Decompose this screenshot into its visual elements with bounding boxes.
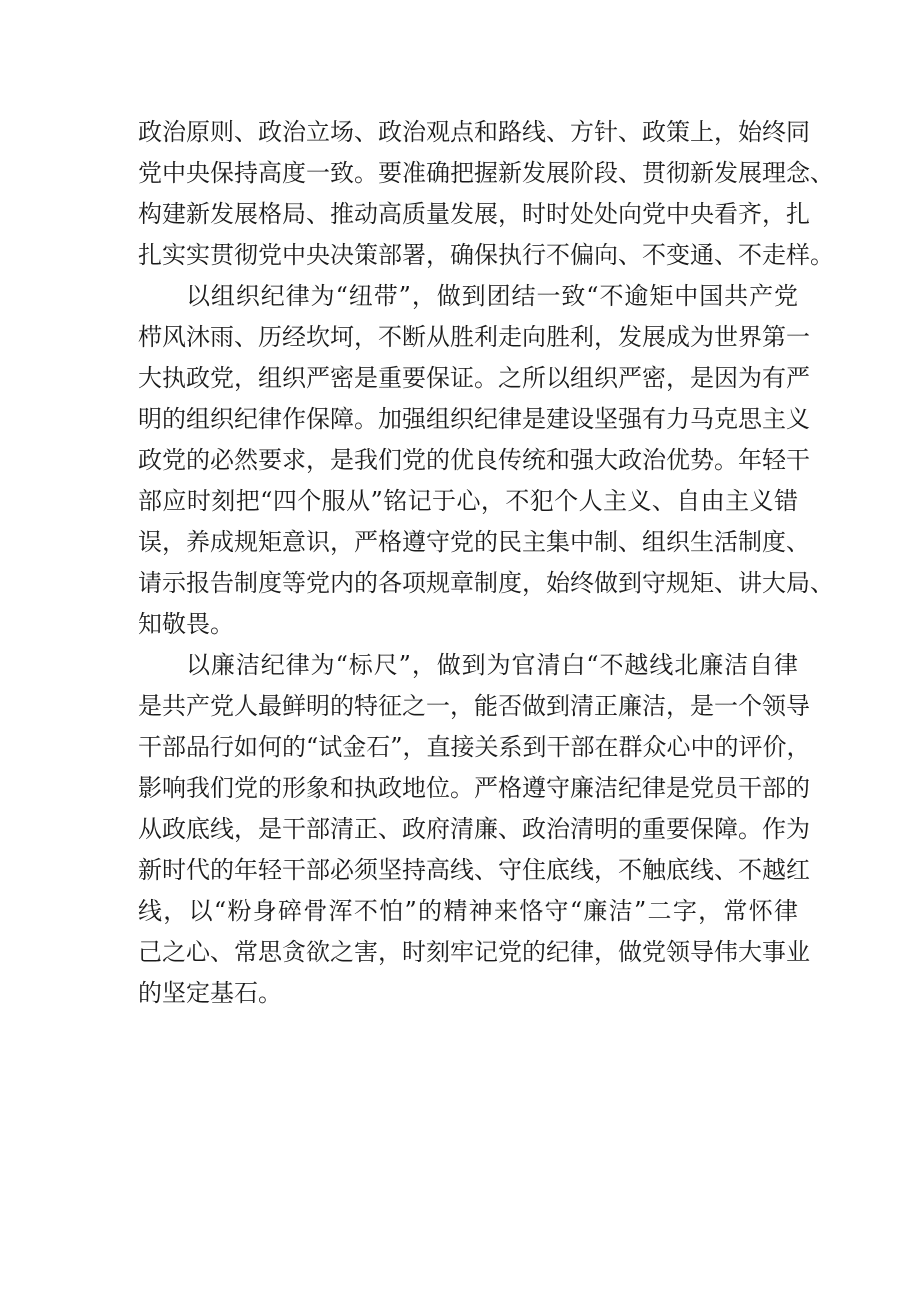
document-body <box>138 118 834 1022</box>
paragraph-2 <box>138 282 834 638</box>
text-line: 知敬畏。 <box>138 610 234 638</box>
text-line: 政治原则、政治立场、政治观点和路线、方针、政策上，始终同 <box>138 118 810 146</box>
text-line: 以组织纪律为“纽带”，做到团结一致“不逾矩中国共产党 <box>186 282 798 310</box>
text-line: 的坚定基石。 <box>138 979 282 1007</box>
text-line: 党中央保持高度一致。要准确把握新发展阶段、贯彻新发展理念、 <box>138 159 834 187</box>
text-line: 误，养成规矩意识，严格遵守党的民主集中制、组织生活制度、 <box>138 528 810 556</box>
text-line: 扎实实贯彻党中央决策部署，确保执行不偏向、不变通、不走样。 <box>138 241 834 269</box>
paragraph-1 <box>138 118 834 269</box>
text-line: 以廉洁纪律为“标尺”，做到为官清白“不越线北廉洁自律 <box>186 651 798 679</box>
text-line: 是共产党人最鲜明的特征之一，能否做到清正廉洁，是一个领导 <box>138 692 810 720</box>
text-line: 请示报告制度等党内的各项规章制度，始终做到守规矩、讲大局、 <box>138 569 834 597</box>
text-line: 部应时刻把“四个服从”铭记于心，不犯个人主义、自由主义错 <box>138 487 798 515</box>
text-line: 线，以“粉身碎骨浑不怕”的精神来恪守“廉洁”二字，常怀律 <box>138 897 798 925</box>
text-line: 政党的必然要求，是我们党的优良传统和强大政治优势。年轻干 <box>138 446 810 474</box>
text-line: 己之心、常思贪欲之害，时刻牢记党的纪律，做党领导伟大事业 <box>138 938 810 966</box>
paragraph-3 <box>138 651 811 1007</box>
text-line: 干部品行如何的“试金石”，直接关系到干部在群众心中的评价， <box>138 733 811 761</box>
text-line: 构建新发展格局、推动高质量发展，时时处处向党中央看齐，扎 <box>138 200 810 228</box>
text-line: 大执政党，组织严密是重要保证。之所以组织严密，是因为有严 <box>138 364 810 392</box>
text-line: 新时代的年轻干部必须坚持高线、守住底线，不触底线、不越红 <box>138 856 810 884</box>
text-line: 影响我们党的形象和执政地位。严格遵守廉洁纪律是党员干部的 <box>138 774 810 802</box>
text-line: 栉风沐雨、历经坎坷，不断从胜利走向胜利，发展成为世界第一 <box>138 323 810 351</box>
text-line: 从政底线，是干部清正、政府清廉、政治清明的重要保障。作为 <box>138 815 810 843</box>
text-line: 明的组织纪律作保障。加强组织纪律是建设坚强有力马克思主义 <box>138 405 810 433</box>
